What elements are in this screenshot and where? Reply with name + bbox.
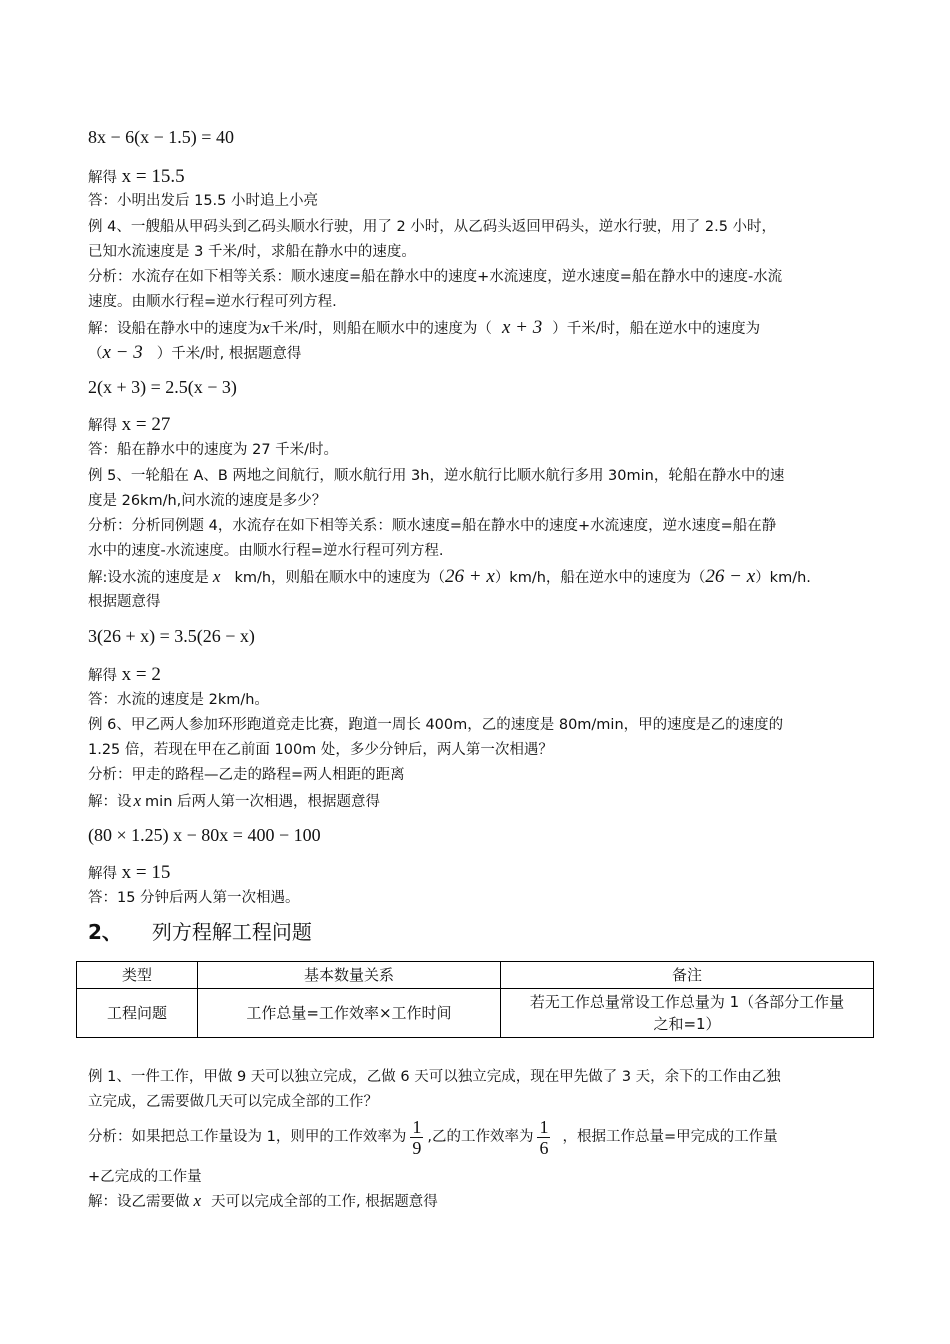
table-cell-note: 若无工作总量常设工作总量为 1（各部分工作量 之和=1） [501, 989, 874, 1038]
example-5-solution-2: 根据题意得 [88, 594, 161, 610]
work-example-1-analysis-2: +乙完成的工作量 [88, 1169, 202, 1185]
example-4-solution-2: （x − 3 ）千米/时, 根据题意得 [88, 342, 302, 363]
example-6-analysis: 分析：甲走的路程—乙走的路程=两人相距的距离 [88, 767, 405, 783]
example-5-line-2: 度是 26km/h,问水流的速度是多少？ [88, 493, 327, 509]
example-6-solution: 解：设 x min 后两人第一次相遇，根据题意得 [88, 791, 380, 810]
table-header-row [77, 962, 874, 989]
fraction-one-sixth: $\frac{1}{6}$ [539, 1116, 549, 1158]
example-4-analysis-2: 速度。由顺水行程=逆水行程可列方程. [88, 294, 337, 310]
equation-5: 3(26 + x) = 3.5(26 − x) [88, 626, 255, 646]
section-heading [88, 918, 312, 946]
table-row [77, 989, 874, 1038]
example-5-analysis-1: 分析：分析同例题 4，水流存在如下相等关系：顺水速度=船在静水中的速度+水流速度，逆水速度=船在静 [88, 518, 777, 534]
example-4-line-2: 已知水流速度是 3 千米/时，求船在静水中的速度。 [88, 244, 416, 260]
answer-6: 答：15 分钟后两人第一次相遇。 [88, 890, 300, 906]
example-5-analysis-2: 水中的速度-水流速度。由顺水行程=逆水行程可列方程. [88, 543, 444, 559]
table-cell-relation: 工作总量=工作效率×工作时间 [198, 989, 501, 1038]
answer-4: 答：船在静水中的速度为 27 千米/时。 [88, 442, 339, 458]
example-4-line-1: 例 4、一艘船从甲码头到乙码头顺水行驶，用了 2 小时，从乙码头返回甲码头，逆水行驶，用了 2.5 小时， [88, 219, 777, 235]
example-6-line-1: 例 6、甲乙两人参加环形跑道竞走比赛，跑道一周长 400m，乙的速度是 80m/min，甲的速度是乙的速度的 [88, 717, 784, 733]
solution-1: 解得 x = 15.5 [88, 166, 185, 187]
equation-1: 8x − 6(x − 1.5) = 40 [88, 127, 234, 147]
work-problem-table [76, 961, 874, 1038]
example-4-solution-1: 解：设船在静水中的速度为x千米/时，则船在顺水中的速度为（ x + 3 ）千米/时，船在逆水中的速度为 [88, 317, 761, 338]
solution-4: 解得 x = 27 [88, 414, 171, 435]
example-6-line-2: 1.25 倍，若现在甲在乙前面 100m 处，多少分钟后，两人第一次相遇？ [88, 742, 553, 758]
work-example-1-solution: 解：设乙需要做 x 天可以完成全部的工作, 根据题意得 [88, 1191, 438, 1210]
answer-1: 答：小明出发后 15.5 小时追上小亮 [88, 193, 319, 209]
example-5-line-1: 例 5、一轮船在 A、B 两地之间航行，顺水航行用 3h，逆水航行比顺水航行多用 30min，轮船在静水中的速 [88, 468, 785, 484]
table-header-cell: 类型 [77, 962, 198, 989]
table-header-cell: 备注 [501, 962, 874, 989]
section-number: 2、 [88, 920, 122, 944]
solution-6: 解得 x = 15 [88, 862, 171, 883]
example-4-analysis-1: 分析：水流存在如下相等关系：顺水速度=船在静水中的速度+水流速度，逆水速度=船在静水中的速度-水流 [88, 269, 783, 285]
fraction-one-ninth: $\frac{1}{9}$ [412, 1116, 422, 1158]
section-title: 列方程解工程问题 [151, 920, 312, 944]
example-5-solution-1: 解:设水流的速度是 x km/h，则船在顺水中的速度为（26 + x）km/h，船在逆水中的速度为（26 − x）km/h. [88, 566, 811, 587]
equation-4: 2(x + 3) = 2.5(x − 3) [88, 377, 237, 397]
table-header-cell: 基本数量关系 [198, 962, 501, 989]
work-example-1-line-1: 例 1、一件工作，甲做 9 天可以独立完成，乙做 6 天可以独立完成，现在甲先做了 3 天，余下的工作由乙独 [88, 1069, 781, 1085]
equation-6: (80 × 1.25) x − 80x = 400 − 100 [88, 825, 321, 845]
work-example-1-analysis-1: 分析：如果把总工作量设为 1，则甲的工作效率为 $\frac{1}{9}$ ,乙的工作效率为 $\frac{1}{6}$ ，根据工作总量=甲完成的工作量 [88, 1116, 778, 1158]
solution-5: 解得 x = 2 [88, 664, 161, 685]
answer-5: 答：水流的速度是 2km/h。 [88, 692, 269, 708]
table-cell-type: 工程问题 [77, 989, 198, 1038]
work-example-1-line-2: 立完成，乙需要做几天可以完成全部的工作？ [88, 1094, 378, 1110]
